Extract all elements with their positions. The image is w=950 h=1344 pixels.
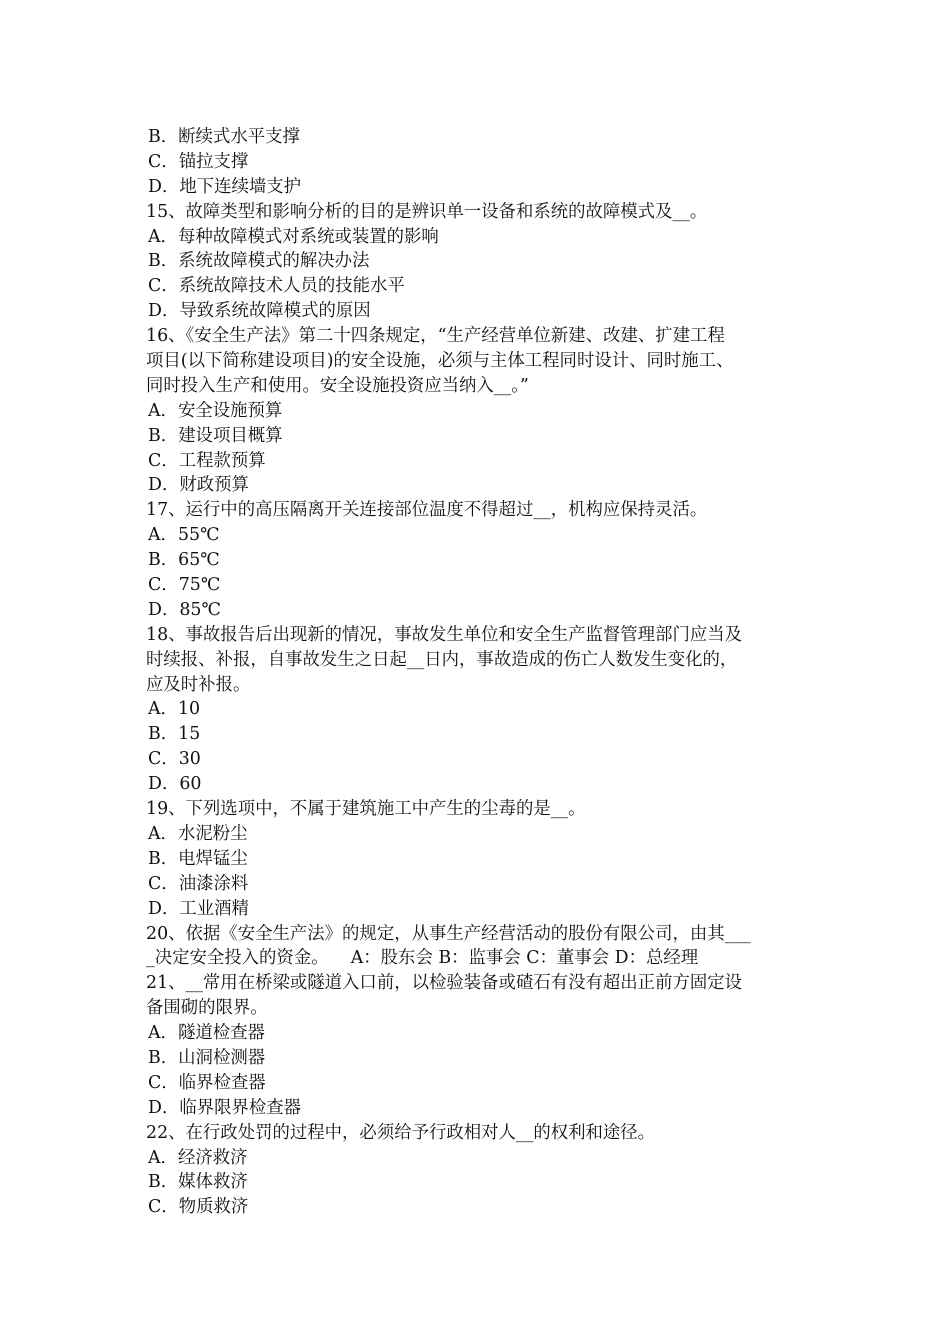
- question-line: 22、在行政处罚的过程中，必须给予行政相对人__的权利和途径。: [146, 1122, 656, 1143]
- option-line: C．临界检查器: [148, 1072, 266, 1093]
- option-line: C．工程款预算: [148, 450, 266, 471]
- question-line: 21、__常用在桥梁或隧道入口前，以检验装备或碴石有没有超出正前方固定设: [146, 973, 743, 994]
- option-line: D．导致系统故障模式的原因: [148, 301, 371, 322]
- question-line: 备围砌的限界。: [146, 998, 268, 1019]
- option-line: C．30: [148, 749, 201, 770]
- option-line: D．财政预算: [148, 475, 249, 496]
- question-line: _决定安全投入的资金。 A：股东会 B：监事会 C：董事会 D：总经理: [146, 948, 699, 969]
- option-line: B．15: [148, 724, 201, 745]
- option-line: D．85℃: [148, 599, 221, 620]
- option-line: B．断续式水平支撑: [148, 127, 300, 147]
- option-line: A．水泥粉尘: [148, 823, 248, 844]
- option-line: B．电焊锰尘: [148, 848, 248, 869]
- option-line: C．系统故障技术人员的技能水平: [148, 276, 405, 297]
- option-line: A．55℃: [148, 525, 220, 546]
- option-line: A．经济救济: [148, 1147, 248, 1168]
- question-line: 17、运行中的高压隔离开关连接部位温度不得超过__，机构应保持灵活。: [146, 500, 708, 521]
- option-line: B．系统故障模式的解决办法: [148, 251, 370, 272]
- option-line: B．媒体救济: [148, 1172, 248, 1193]
- question-line: 16、《安全生产法》第二十四条规定，“生产经营单位新建、改建、扩建工程: [146, 326, 725, 347]
- question-line: 同时投入生产和使用。安全设施投资应当纳入__。”: [146, 375, 529, 396]
- option-line: C．75℃: [148, 575, 221, 596]
- option-line: D．临界限界检查器: [148, 1097, 302, 1118]
- question-line: 应及时补报。: [146, 674, 251, 695]
- option-line: C．物质救济: [148, 1197, 249, 1218]
- option-line: B．65℃: [148, 550, 220, 571]
- question-line: 18、事故报告后出现新的情况，事故发生单位和安全生产监督管理部门应当及: [146, 624, 743, 645]
- question-line: 19、下列选项中，不属于建筑施工中产生的尘毒的是__。: [146, 799, 586, 820]
- option-line: C．锚拉支撑: [148, 151, 249, 172]
- question-line: 15、故障类型和影响分析的目的是辨识单一设备和系统的故障模式及__。: [146, 201, 708, 222]
- option-line: C．油漆涂料: [148, 873, 249, 894]
- question-line: 20、依据《安全生产法》的规定，从事生产经营活动的股份有限公司，由其___: [146, 923, 751, 944]
- document-page: [146, 125, 810, 1220]
- question-line: 项目(以下简称建设项目)的安全设施，必须与主体工程同时设计、同时施工、: [146, 351, 734, 372]
- option-line: A．隧道检查器: [148, 1023, 265, 1044]
- option-line: A．每种故障模式对系统或装置的影响: [148, 226, 439, 247]
- option-line: A．10: [148, 699, 201, 720]
- question-line: 时续报、补报，自事故发生之日起__日内，事故造成的伤亡人数发生变化的，: [146, 649, 738, 670]
- option-line: D．工业酒精: [148, 898, 249, 919]
- option-line: B．山洞检测器: [148, 1047, 266, 1068]
- option-line: D．60: [148, 774, 202, 795]
- option-line: D．地下连续墙支护: [148, 176, 302, 197]
- option-line: B．建设项目概算: [148, 425, 283, 446]
- option-line: A．安全设施预算: [148, 400, 283, 421]
